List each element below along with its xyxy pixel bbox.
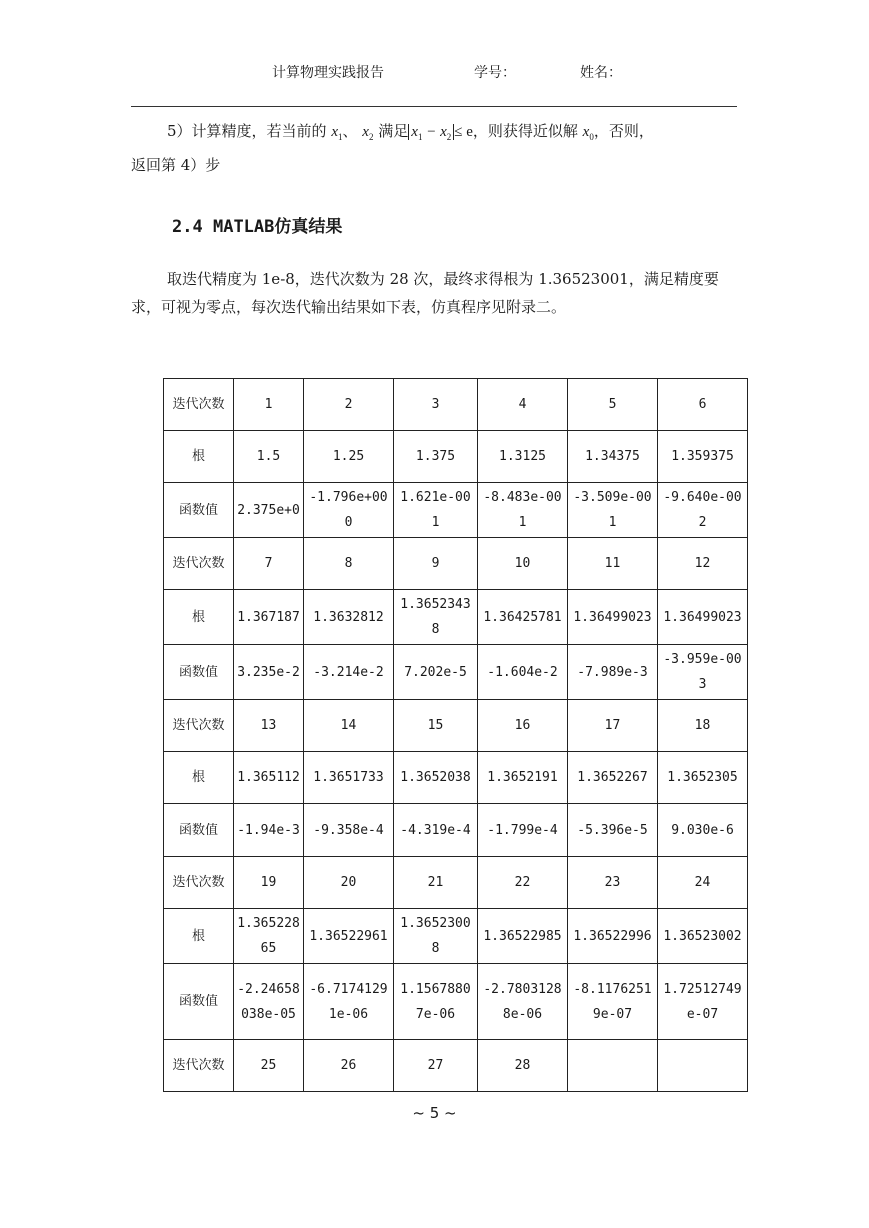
table-cell: -7.989e-3 xyxy=(568,645,658,700)
row-label-cell: 迭代次数 xyxy=(164,857,234,909)
table-cell: 1.367187 xyxy=(234,590,304,645)
table-cell: 1.34375 xyxy=(568,431,658,483)
step5-line2: 返回第 4）步 xyxy=(131,156,221,174)
table-cell: 1.36425781 xyxy=(478,590,568,645)
summary-text: 取迭代精度为 1e-8，迭代次数为 28 次，最终求得根为 1.36523001，满足精度要求，可视为零点，每次迭代输出结果如下表，仿真程序见附录二。 xyxy=(131,270,719,316)
var-x2: $x_2$ xyxy=(362,124,374,142)
table-cell: 1.359375 xyxy=(658,431,748,483)
table-row xyxy=(164,483,748,538)
results-table xyxy=(163,378,748,1092)
table-cell: 1.3652038 xyxy=(394,752,478,804)
table-cell: 1.375 xyxy=(394,431,478,483)
table-cell: 21 xyxy=(394,857,478,909)
step5-else: ，否则， xyxy=(593,122,654,140)
table-cell: 18 xyxy=(658,700,748,752)
table-row xyxy=(164,645,748,700)
table-cell xyxy=(568,1040,658,1092)
table-cell: 6 xyxy=(658,379,748,431)
table-cell: -6.71741291e-06 xyxy=(304,964,394,1040)
table-cell: 1.3652305 xyxy=(658,752,748,804)
table-cell: 8 xyxy=(304,538,394,590)
section-title-latin: MATLAB xyxy=(212,217,275,237)
table-cell: 1.72512749e-07 xyxy=(658,964,748,1040)
table-cell: 7.202e-5 xyxy=(394,645,478,700)
table-row xyxy=(164,909,748,964)
table-cell: 1.25 xyxy=(304,431,394,483)
table-row xyxy=(164,538,748,590)
table-cell: -5.396e-5 xyxy=(568,804,658,857)
table-cell: 26 xyxy=(304,1040,394,1092)
table-row xyxy=(164,857,748,909)
table-cell: 1.36522961 xyxy=(304,909,394,964)
table-cell: 1.3652191 xyxy=(478,752,568,804)
table-cell: 7 xyxy=(234,538,304,590)
table-cell: 9.030e-6 xyxy=(658,804,748,857)
table-cell: 22 xyxy=(478,857,568,909)
table-row xyxy=(164,590,748,645)
table-cell: 24 xyxy=(658,857,748,909)
table-cell: 12 xyxy=(658,538,748,590)
table-cell: 10 xyxy=(478,538,568,590)
table-cell: 4 xyxy=(478,379,568,431)
table-cell: 20 xyxy=(304,857,394,909)
table-cell: 13 xyxy=(234,700,304,752)
table-cell: -8.11762519e-07 xyxy=(568,964,658,1040)
table-cell xyxy=(658,1040,748,1092)
table-cell: -9.640e-002 xyxy=(658,483,748,538)
table-cell: 2 xyxy=(304,379,394,431)
table-cell: 9 xyxy=(394,538,478,590)
table-cell: -3.214e-2 xyxy=(304,645,394,700)
table-cell: 1.621e-001 xyxy=(394,483,478,538)
table-cell: 23 xyxy=(568,857,658,909)
table-cell: 1.3652267 xyxy=(568,752,658,804)
var-x0: $x_0$ xyxy=(582,124,594,142)
table-row xyxy=(164,379,748,431)
row-label-cell: 迭代次数 xyxy=(164,379,234,431)
header-title: 计算物理实践报告 xyxy=(272,65,384,81)
table-cell: 3.235e-2 xyxy=(234,645,304,700)
table-cell: 1 xyxy=(234,379,304,431)
page-header xyxy=(0,62,869,84)
table-cell: -1.799e-4 xyxy=(478,804,568,857)
table-row xyxy=(164,431,748,483)
table-cell: -3.509e-001 xyxy=(568,483,658,538)
table-cell: -1.604e-2 xyxy=(478,645,568,700)
table-row xyxy=(164,700,748,752)
table-cell: -9.358e-4 xyxy=(304,804,394,857)
row-label-cell: 迭代次数 xyxy=(164,1040,234,1092)
step5-prefix: 5）计算精度，若当前的 xyxy=(167,122,327,140)
table-cell: -1.94e-3 xyxy=(234,804,304,857)
table-cell: 14 xyxy=(304,700,394,752)
row-label-cell: 迭代次数 xyxy=(164,700,234,752)
table-cell: 28 xyxy=(478,1040,568,1092)
table-row xyxy=(164,804,748,857)
table-cell: 1.3632812 xyxy=(304,590,394,645)
section-heading xyxy=(172,212,342,237)
table-cell: 1.5 xyxy=(234,431,304,483)
table-cell: 3 xyxy=(394,379,478,431)
table-cell: 1.36499023 xyxy=(658,590,748,645)
section-number: 2.4 xyxy=(172,217,203,237)
step5-sep: 、 xyxy=(342,122,358,140)
summary-paragraph xyxy=(131,265,741,321)
table-row xyxy=(164,752,748,804)
table-cell: 19 xyxy=(234,857,304,909)
step5-paragraph xyxy=(131,117,741,179)
table-cell: 15 xyxy=(394,700,478,752)
page-number: ~ 5 ~ xyxy=(412,1104,457,1122)
table-cell: 1.36523002 xyxy=(658,909,748,964)
table-cell: -1.796e+000 xyxy=(304,483,394,538)
results-table-body xyxy=(164,379,748,1092)
table-cell: 16 xyxy=(478,700,568,752)
row-label-cell: 函数值 xyxy=(164,483,234,538)
table-cell: 27 xyxy=(394,1040,478,1092)
table-cell: 1.15678807e-06 xyxy=(394,964,478,1040)
table-cell: 1.3125 xyxy=(478,431,568,483)
header-name-label: 姓名： xyxy=(580,65,622,81)
row-label-cell: 迭代次数 xyxy=(164,538,234,590)
le-epsilon: ≤ e xyxy=(454,124,473,140)
row-label-cell: 根 xyxy=(164,909,234,964)
header-rule xyxy=(131,106,737,107)
table-cell: 1.36522985 xyxy=(478,909,568,964)
table-cell: -3.959e-003 xyxy=(658,645,748,700)
table-cell: 11 xyxy=(568,538,658,590)
row-label-cell: 根 xyxy=(164,590,234,645)
section-title-cjk: 仿真结果 xyxy=(274,217,343,237)
table-cell: 1.36522865 xyxy=(234,909,304,964)
abs-expression: $x_1 - x_2$ xyxy=(408,124,454,140)
table-cell: 2.375e+0 xyxy=(234,483,304,538)
row-label-cell: 函数值 xyxy=(164,645,234,700)
table-cell: 1.36522996 xyxy=(568,909,658,964)
table-cell: -2.78031288e-06 xyxy=(478,964,568,1040)
table-cell: -8.483e-001 xyxy=(478,483,568,538)
table-cell: -4.319e-4 xyxy=(394,804,478,857)
table-cell: 1.36523438 xyxy=(394,590,478,645)
step5-satisfy: 满足 xyxy=(378,122,409,140)
table-cell: 5 xyxy=(568,379,658,431)
table-cell: 1.365112 xyxy=(234,752,304,804)
header-student-id-label: 学号： xyxy=(474,65,516,81)
table-row xyxy=(164,964,748,1040)
step5-then: ，则获得近似解 xyxy=(472,122,578,140)
row-label-cell: 函数值 xyxy=(164,804,234,857)
table-cell: 1.36499023 xyxy=(568,590,658,645)
table-cell: -2.24658038e-05 xyxy=(234,964,304,1040)
var-x1: $x_1$ xyxy=(331,124,343,142)
row-label-cell: 根 xyxy=(164,752,234,804)
table-row xyxy=(164,1040,748,1092)
row-label-cell: 函数值 xyxy=(164,964,234,1040)
row-label-cell: 根 xyxy=(164,431,234,483)
table-cell: 25 xyxy=(234,1040,304,1092)
table-cell: 1.3651733 xyxy=(304,752,394,804)
table-cell: 1.36523008 xyxy=(394,909,478,964)
table-cell: 17 xyxy=(568,700,658,752)
